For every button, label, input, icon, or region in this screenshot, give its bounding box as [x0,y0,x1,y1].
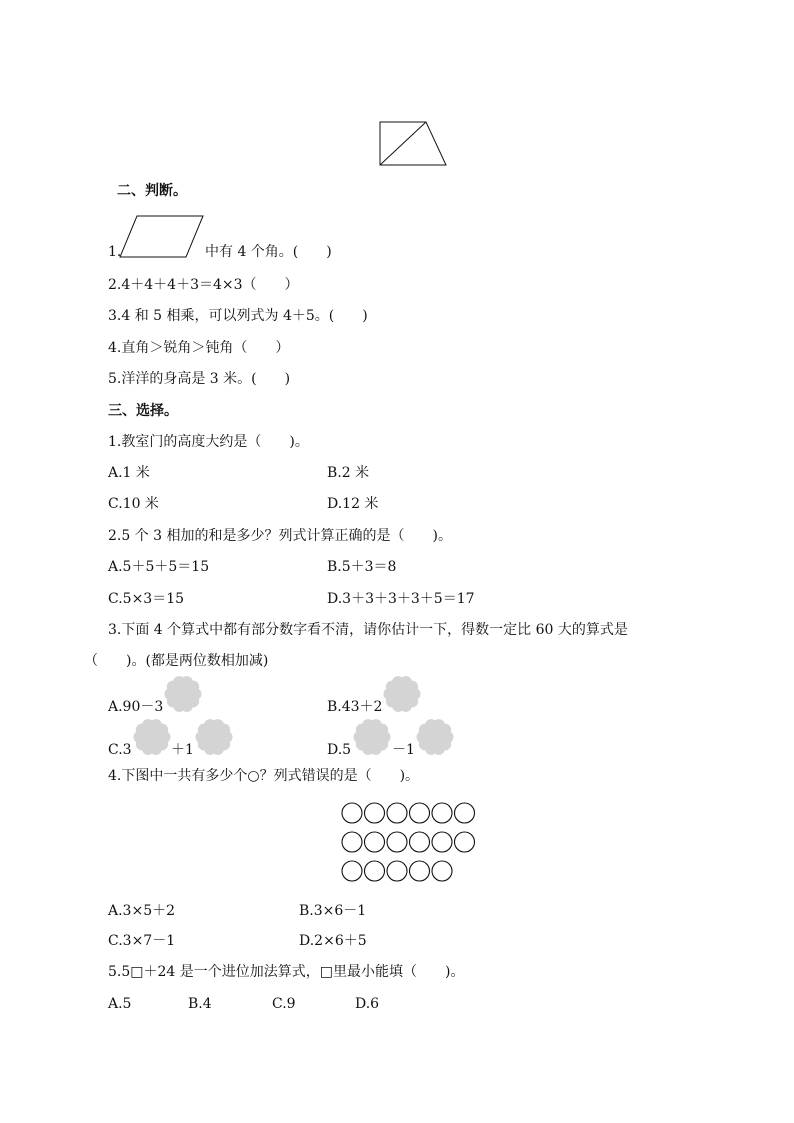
q2-option-a: A.5＋5＋5＝15 [108,559,210,575]
judge-item-1-text: 中有 4 个角。( ) [205,244,332,260]
circle-icon [365,832,385,852]
q3-option-b: B.43＋2 [327,699,383,715]
circle-icon [342,803,362,823]
q5-option-d: D.6 [355,996,380,1012]
q5-stem: 5.5□＋24 是一个进位加法算式，□里最小能填（ )。 [108,964,465,980]
circle-icon [342,861,362,881]
q1-option-b: B.2 米 [327,465,370,481]
judge-item-1-number: 1. [108,244,122,260]
q3-option-c-prefix: C.3 [108,742,132,758]
q3-option-d-prefix: D.5 [327,742,352,758]
q5-option-c: C.9 [272,996,296,1012]
q2-option-b: B.5＋3＝8 [327,559,397,575]
judge-item-3: 3.4 和 5 相乘，可以列式为 4＋5。( ) [108,308,368,324]
q1-stem: 1.教室门的高度大约是（ )。 [108,434,309,450]
q4-option-b: B.3×6－1 [299,903,367,919]
q5-option-b: B.4 [188,996,212,1012]
circle-icon [387,803,407,823]
circle-icon [432,861,452,881]
q1-option-a: A.1 米 [108,465,150,481]
q1-option-d: D.12 米 [327,496,379,512]
q1-option-c: C.10 米 [108,496,159,512]
q2-option-c: C.5×3＝15 [108,591,185,607]
q2-option-d: D.3＋3＋3＋3＋5＝17 [327,591,475,607]
circle-icon [432,832,452,852]
q2-stem: 2.5 个 3 相加的和是多少？列式计算正确的是（ )。 [108,528,452,544]
circle-icon [432,803,452,823]
q3-stem-line1: 3.下面 4 个算式中都有部分数字看不清，请你估计一下，得数一定比 60 大的算式是 [108,622,628,638]
q4-option-d: D.2×6＋5 [299,933,367,949]
circle-icon [365,803,385,823]
q3-stem-line2: （ )。(都是两位数相加减) [84,653,269,669]
q4-option-a: A.3×5＋2 [108,903,176,919]
q3-option-d-suffix: －1 [392,742,415,758]
judge-item-5: 5.洋洋的身高是 3 米。( ) [108,371,291,387]
judge-item-4: 4.直角＞锐角＞钝角（ ） [108,340,290,356]
q4-stem: 4.下图中一共有多少个○？列式错误的是（ )。 [108,768,420,784]
judge-heading: 二、判断。 [117,183,187,199]
q4-option-c: C.3×7－1 [108,933,176,949]
circle-icon [387,861,407,881]
circle-icon [387,832,407,852]
q3-option-c-suffix: ＋1 [171,742,194,758]
circle-icon [455,832,475,852]
q5-option-a: A.5 [108,996,132,1012]
q3-option-a: A.90－3 [108,699,164,715]
choice-heading: 三、选择。 [108,403,178,419]
circle-icon [365,861,385,881]
circle-icon [410,832,430,852]
judge-item-2: 2.4＋4＋4＋3＝4×3（ ） [108,277,299,293]
circle-icon [342,832,362,852]
circle-icon [455,803,475,823]
circle-icon [410,861,430,881]
circle-icon [410,803,430,823]
